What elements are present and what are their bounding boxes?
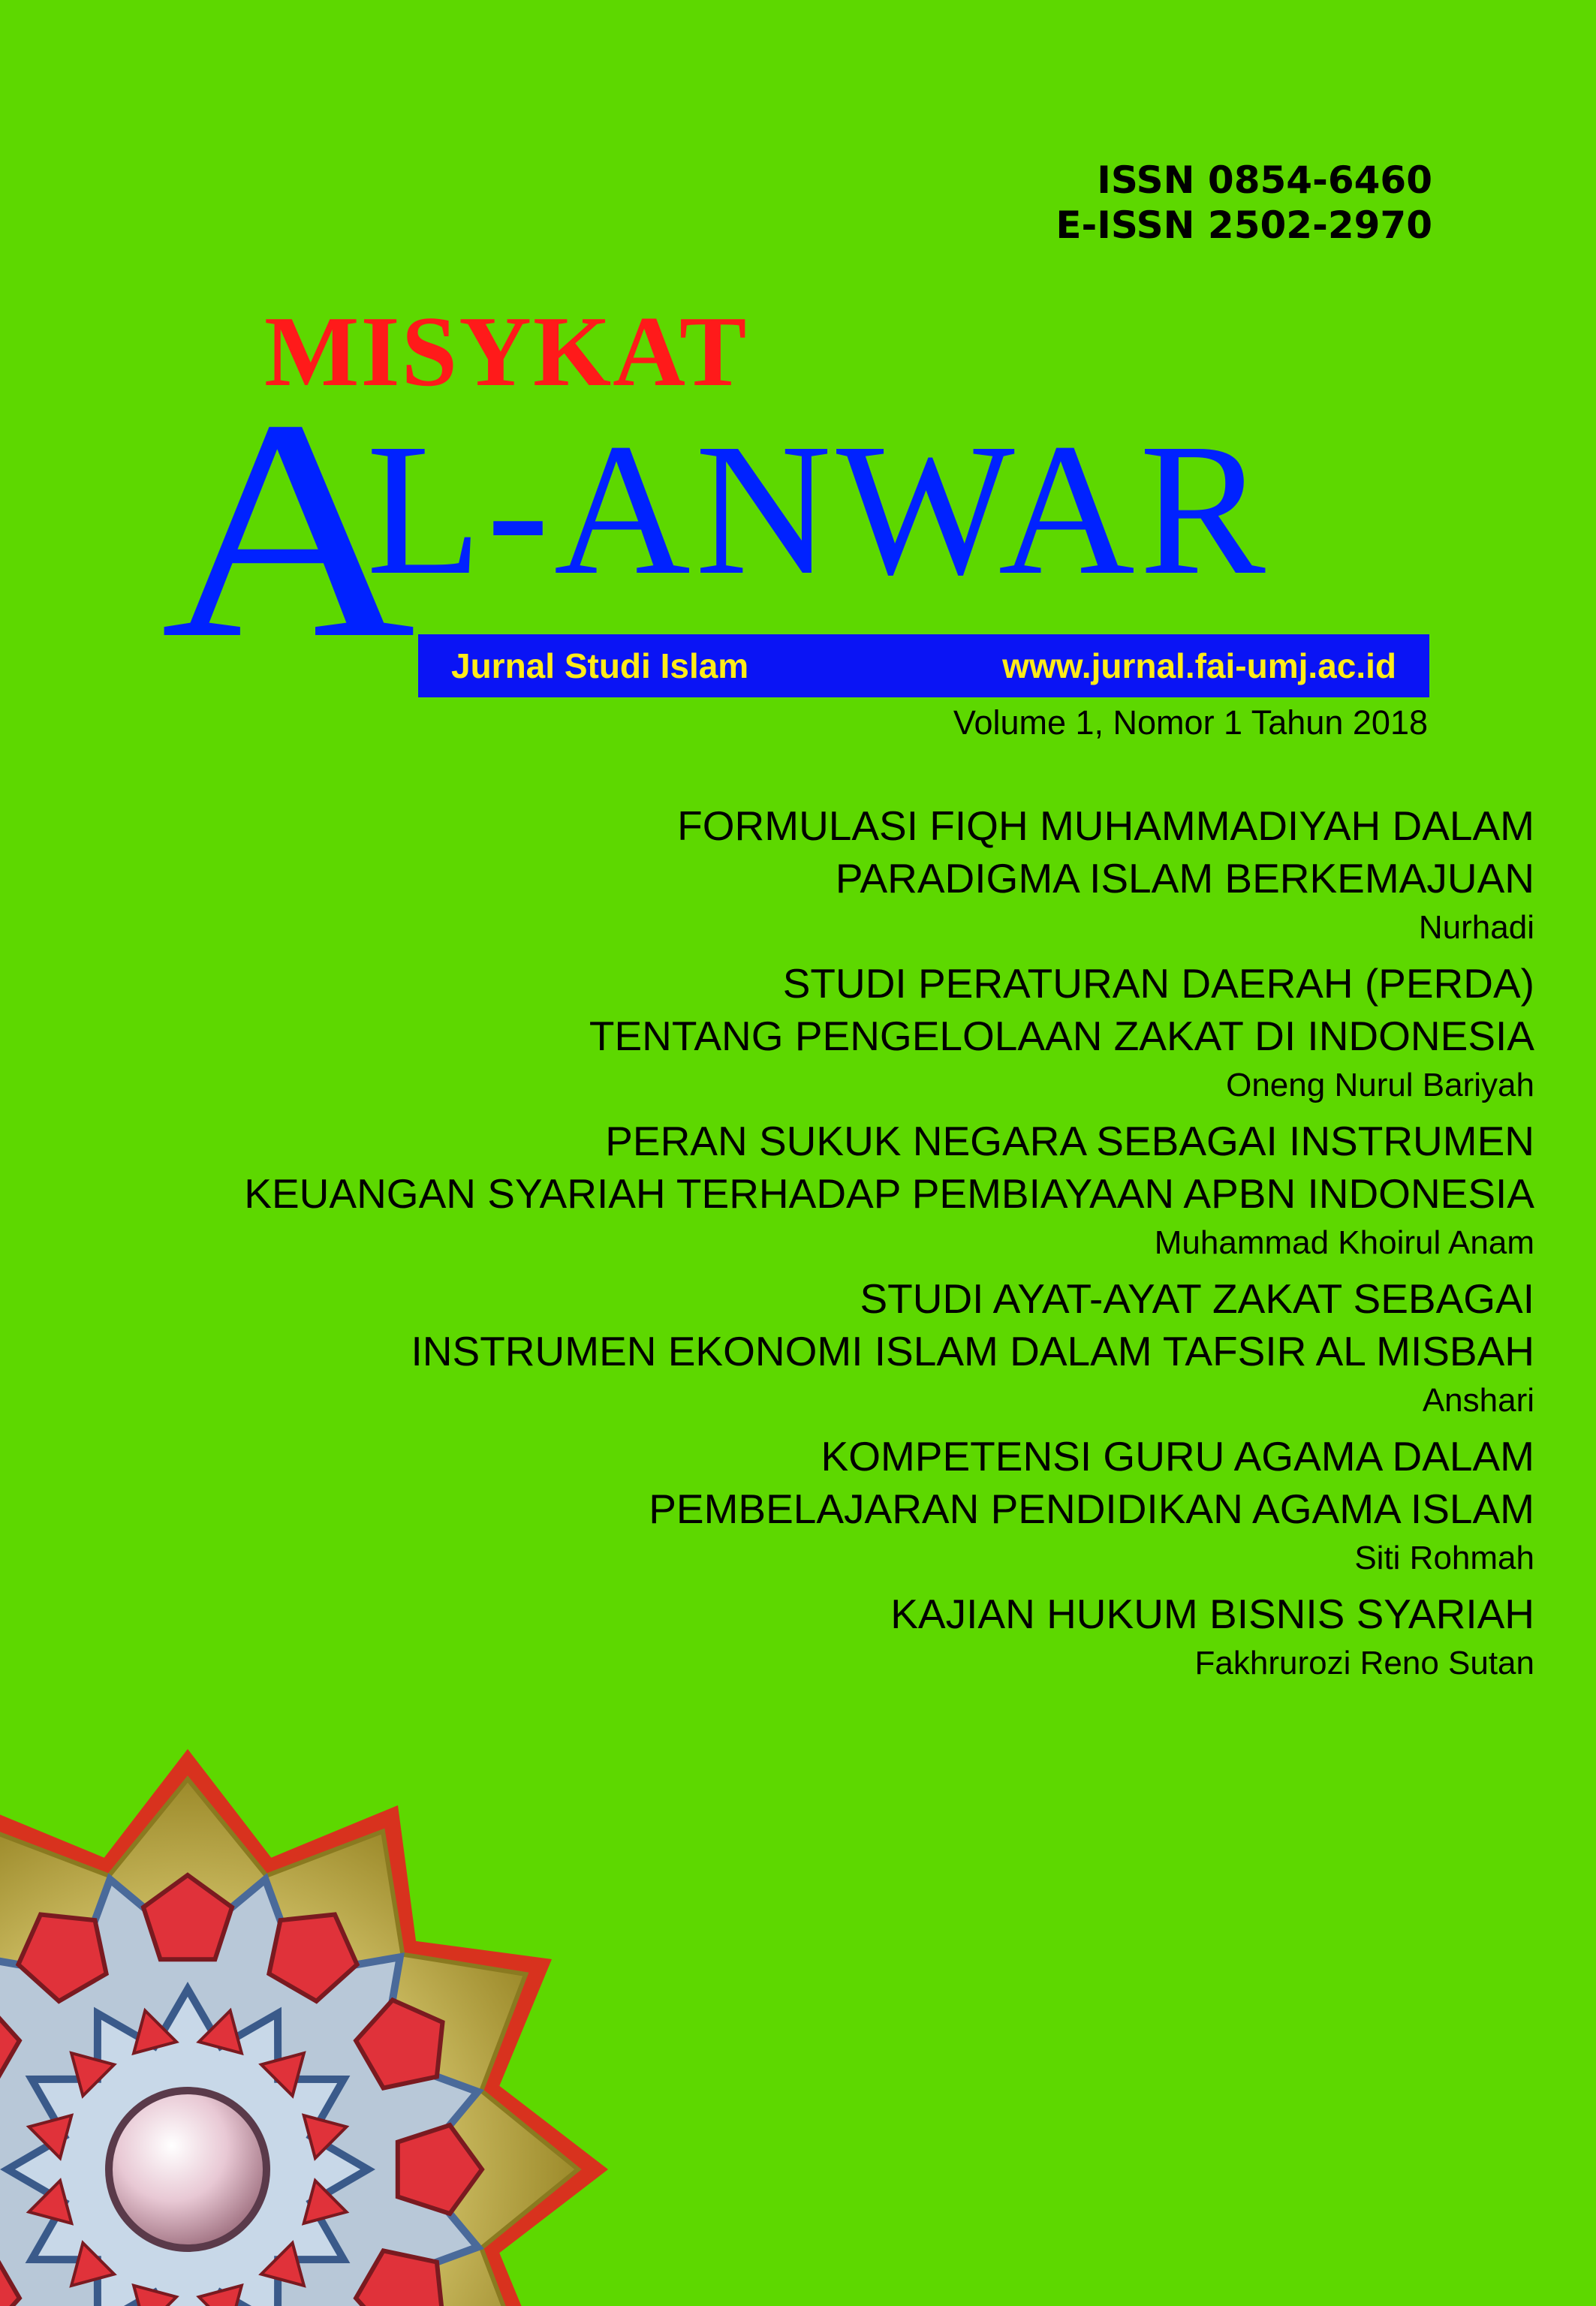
article-author: Oneng Nurul Bariyah bbox=[1226, 1067, 1534, 1103]
issn-block bbox=[1055, 158, 1432, 248]
article-author: Nurhadi bbox=[1418, 909, 1534, 946]
subtitle-banner bbox=[418, 634, 1429, 697]
issn-print: ISSN 0854-6460 bbox=[1097, 158, 1432, 202]
issue-info: Volume 1, Nomor 1 Tahun 2018 bbox=[953, 703, 1428, 742]
article-entry bbox=[108, 957, 1534, 1106]
article-entry bbox=[108, 1272, 1534, 1421]
article-entry bbox=[108, 799, 1534, 948]
article-title-line: PEMBELAJARAN PENDIDIKAN AGAMA ISLAM bbox=[649, 1486, 1534, 1532]
article-author: Siti Rohmah bbox=[1354, 1540, 1534, 1576]
article-title-line: TENTANG PENGELOLAAN ZAKAT DI INDONESIA bbox=[589, 1013, 1534, 1059]
journal-website: www.jurnal.fai-umj.ac.id bbox=[1002, 646, 1396, 685]
masthead-al-anwar: L-ANWAR bbox=[366, 404, 1270, 614]
journal-subtitle: Jurnal Studi Islam bbox=[451, 646, 749, 685]
article-author: Anshari bbox=[1422, 1382, 1534, 1419]
masthead-misykat: MISYKAT bbox=[264, 296, 748, 407]
article-title-line: INSTRUMEN EKONOMI ISLAM DALAM TAFSIR AL MISBAH bbox=[411, 1328, 1534, 1374]
article-title-line: PARADIGMA ISLAM BERKEMAJUAN bbox=[835, 855, 1534, 902]
article-title-line: FORMULASI FIQH MUHAMMADIYAH DALAM bbox=[677, 802, 1534, 849]
article-title-line: PERAN SUKUK NEGARA SEBAGAI INSTRUMEN bbox=[605, 1118, 1534, 1164]
table-of-contents bbox=[108, 799, 1534, 1693]
article-author: Fakhrurozi Reno Sutan bbox=[1194, 1645, 1534, 1681]
issn-electronic: E-ISSN 2502-2970 bbox=[1055, 203, 1432, 247]
masthead-initial-a: A bbox=[161, 354, 416, 703]
article-title-line: KAJIAN HUKUM BISNIS SYARIAH bbox=[890, 1591, 1534, 1637]
article-title-line: KOMPETENSI GURU AGAMA DALAM bbox=[821, 1433, 1534, 1480]
article-title-line: KEUANGAN SYARIAH TERHADAP PEMBIAYAAN APBN INDONESIA bbox=[244, 1170, 1534, 1217]
article-title-line: STUDI PERATURAN DAERAH (PERDA) bbox=[782, 960, 1534, 1007]
article-title-line: STUDI AYAT-AYAT ZAKAT SEBAGAI bbox=[860, 1275, 1534, 1322]
islamic-star-ornament-icon bbox=[0, 1734, 623, 2306]
article-entry bbox=[108, 1588, 1534, 1684]
article-entry bbox=[108, 1430, 1534, 1579]
article-author: Muhammad Khoirul Anam bbox=[1154, 1224, 1534, 1261]
article-entry bbox=[108, 1115, 1534, 1263]
